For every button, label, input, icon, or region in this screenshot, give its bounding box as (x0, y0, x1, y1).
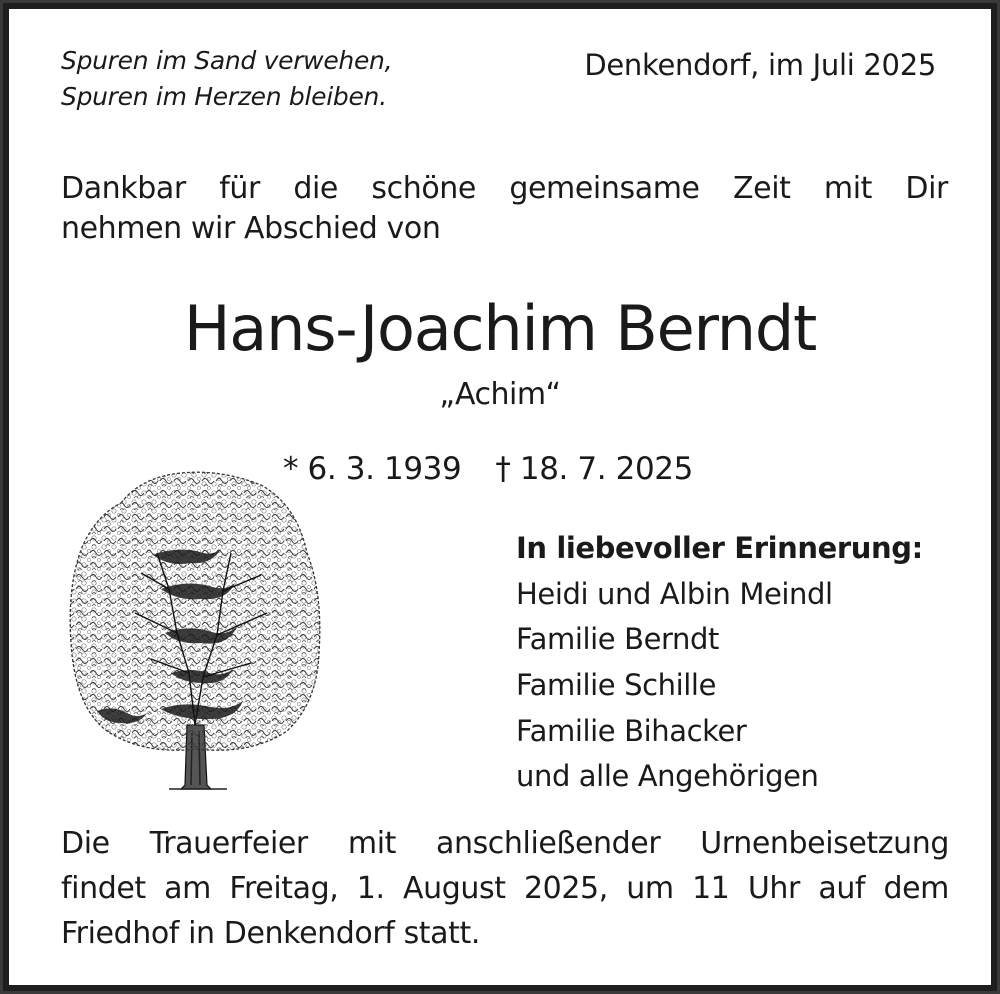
intro-line-1: Dankbar für die schöne gemeinsame Zeit mit Dir (61, 171, 948, 206)
death-date: † 18. 7. 2025 (495, 451, 693, 487)
intro-paragraph (61, 169, 948, 249)
motto-line-2: Spuren im Herzen bleiben. (61, 82, 387, 111)
service-line-3: Friedhof in Denkendorf statt. (61, 916, 481, 951)
birth-date: * 6. 3. 1939 (283, 451, 462, 487)
remembrance-block (516, 526, 923, 800)
life-dates (283, 449, 693, 489)
service-line-1: Die Trauerfeier mit anschließender Urnenbeisetzung (61, 826, 949, 861)
place-date: Denkendorf, im Juli 2025 (584, 48, 936, 82)
deceased-name: Hans-Joachim Berndt (183, 292, 817, 365)
mourner-item: und alle Angehörigen (516, 759, 819, 794)
obituary-card (3, 3, 997, 991)
motto-verse (61, 43, 392, 115)
tree-illustration-icon (61, 463, 333, 797)
mourner-item: Familie Bihacker (516, 713, 747, 748)
motto-line-1: Spuren im Sand verwehen, (61, 46, 393, 75)
service-line-2: findet am Freitag, 1. August 2025, um 11 Uhr auf dem (61, 871, 949, 906)
intro-line-2: nehmen wir Abschied von (61, 211, 441, 246)
mourner-item: Familie Schille (516, 668, 717, 703)
remembrance-heading: In liebevoller Erinnerung: (516, 531, 923, 565)
mourner-item: Familie Berndt (516, 622, 719, 657)
mourner-item: Heidi und Albin Meindl (516, 576, 833, 611)
service-details (61, 821, 949, 956)
deceased-nickname: „Achim“ (439, 377, 561, 412)
